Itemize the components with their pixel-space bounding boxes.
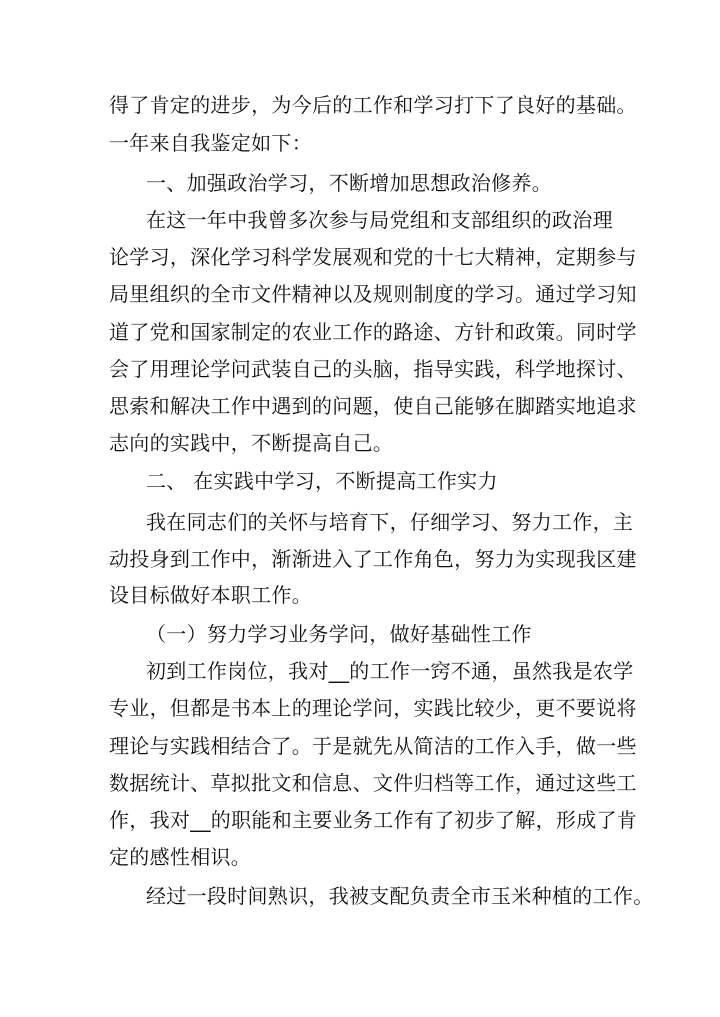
text-line: 定的感性相识。	[109, 845, 252, 869]
text-line: 得了肯定的进步，为今后的工作和学习打下了良好的基础。	[109, 93, 637, 117]
text-line: 局里组织的全市文件精神以及规则制度的学习。通过学习知	[109, 282, 637, 306]
section-heading: 一、加强政治学习，不断增加思想政治修养。	[146, 171, 552, 195]
text-line: 经过一段时间熟识，我被支配负责全市玉米种植的工作。	[146, 884, 654, 908]
text-line: 志向的实践中，不断提高自己。	[109, 431, 394, 455]
text-line: 动投身到工作中，渐渐进入了工作角色，努力为实现我区建	[109, 547, 637, 571]
text-line: 道了党和国家制定的农业工作的路途、方针和政策。同时学	[109, 320, 637, 344]
text-line: 设目标做好本职工作。	[109, 583, 312, 607]
text-line: 我在同志们的关怀与培育下，仔细学习、努力工作，主	[146, 510, 634, 534]
text-line: 作，我对__的职能和主要业务工作有了初步了解，形成了肯	[109, 808, 638, 832]
section-heading: 二、 在实践中学习，不断提高工作实力	[146, 469, 498, 493]
text-line: 一年来自我鉴定如下：	[109, 131, 312, 155]
text-line: 专业，但都是书本上的理论学问，实践比较少，更不要说将	[109, 696, 637, 720]
text-line: 初到工作岗位，我对__的工作一窍不通，虽然我是农学	[146, 659, 634, 683]
text-line: 理论与实践相结合了。于是就先从简洁的工作入手，做一些	[109, 734, 637, 758]
text-line: 思索和解决工作中遇到的问题，使自己能够在脚踏实地追求	[109, 394, 637, 418]
text-line: 数据统计、草拟批文和信息、文件归档等工作，通过这些工	[109, 771, 637, 795]
text-line: 论学习，深化学习科学发展观和党的十七大精神，定期参与	[109, 245, 637, 269]
text-line: 在这一年中我曾多次参与局党组和支部组织的政治理	[146, 208, 613, 232]
subsection-heading: （一）努力学习业务学问，做好基础性工作	[146, 622, 532, 646]
text-line: 会了用理论学问武装自己的头脑，指导实践，科学地探讨、	[109, 357, 637, 381]
